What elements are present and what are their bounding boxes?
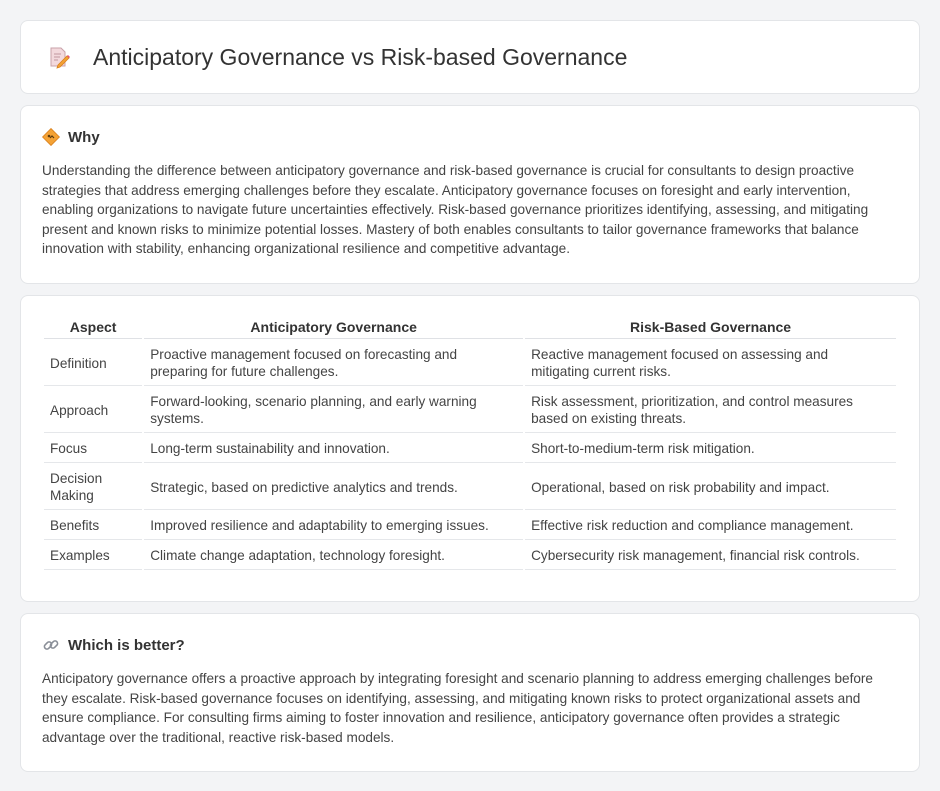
document-pencil-icon — [47, 45, 71, 69]
table-header-row — [44, 314, 896, 339]
comparison-table — [42, 314, 898, 570]
header-aspect: Aspect — [44, 314, 142, 339]
why-section — [20, 105, 920, 284]
why-header — [42, 128, 899, 146]
header-risk-based: Risk-Based Governance — [525, 314, 896, 339]
row-risk-based: Short-to-medium-term risk mitigation. — [525, 433, 896, 463]
row-anticipatory: Long-term sustainability and innovation. — [144, 433, 523, 463]
better-header — [42, 636, 899, 654]
row-risk-based: Operational, based on risk probability and impact. — [525, 463, 896, 510]
row-anticipatory: Strategic, based on predictive analytics and trends. — [144, 463, 523, 510]
link-icon — [42, 636, 60, 654]
table-row — [44, 540, 896, 570]
table-row — [44, 463, 896, 510]
row-aspect: Examples — [44, 540, 142, 570]
row-anticipatory: Improved resilience and adaptability to emerging issues. — [144, 510, 523, 540]
row-aspect: Definition — [44, 339, 142, 386]
title-card — [20, 20, 920, 94]
row-anticipatory: Forward-looking, scenario planning, and early warning systems. — [144, 386, 523, 433]
comparison-card — [20, 295, 920, 602]
better-heading: Which is better? — [68, 636, 185, 654]
row-anticipatory: Climate change adaptation, technology foresight. — [144, 540, 523, 570]
table-row — [44, 339, 896, 386]
header-anticipatory: Anticipatory Governance — [144, 314, 523, 339]
row-risk-based: Risk assessment, prioritization, and control measures based on existing threats. — [525, 386, 896, 433]
table-row — [44, 433, 896, 463]
which-better-section — [20, 613, 920, 772]
page-title: Anticipatory Governance vs Risk-based Governance — [93, 43, 628, 70]
row-risk-based: Effective risk reduction and compliance management. — [525, 510, 896, 540]
row-aspect: Approach — [44, 386, 142, 433]
row-aspect: Benefits — [44, 510, 142, 540]
why-text: Understanding the difference between anticipatory governance and risk-based governance is crucial for consultants to design proactive strategies that address emerging challenges before they escalate. Anticipatory governance focuses on foresight and early intervention, enabling organizations to navigate future uncertainties effectively. Risk-based governance prioritizes identifying, assessing, and mitigating present and known risks to minimize potential losses. Mastery of both enables consultants to tailor governance frameworks that balance innovation with stability, enhancing organizational resilience and competitive advantage. — [42, 163, 869, 256]
row-aspect: Focus — [44, 433, 142, 463]
table-row — [44, 510, 896, 540]
row-anticipatory: Proactive management focused on forecasting and preparing for future challenges. — [144, 339, 523, 386]
why-heading: Why — [68, 128, 100, 146]
row-risk-based: Cybersecurity risk management, financial risk controls. — [525, 540, 896, 570]
diamond-sign-icon — [42, 128, 60, 146]
row-risk-based: Reactive management focused on assessing and mitigating current risks. — [525, 339, 896, 386]
row-aspect: Decision Making — [44, 463, 142, 510]
better-text: Anticipatory governance offers a proactive approach by integrating foresight and scenario planning to address emerging challenges before they escalate. Risk-based governance focuses on identifying, assessing, and mitigating known risks to protect organizational assets and ensure compliance. For consulting firms aiming to foster innovation and resilience, anticipatory governance often provides a strategic advantage over the traditional, reactive risk-based models. — [42, 671, 873, 745]
table-row — [44, 386, 896, 433]
